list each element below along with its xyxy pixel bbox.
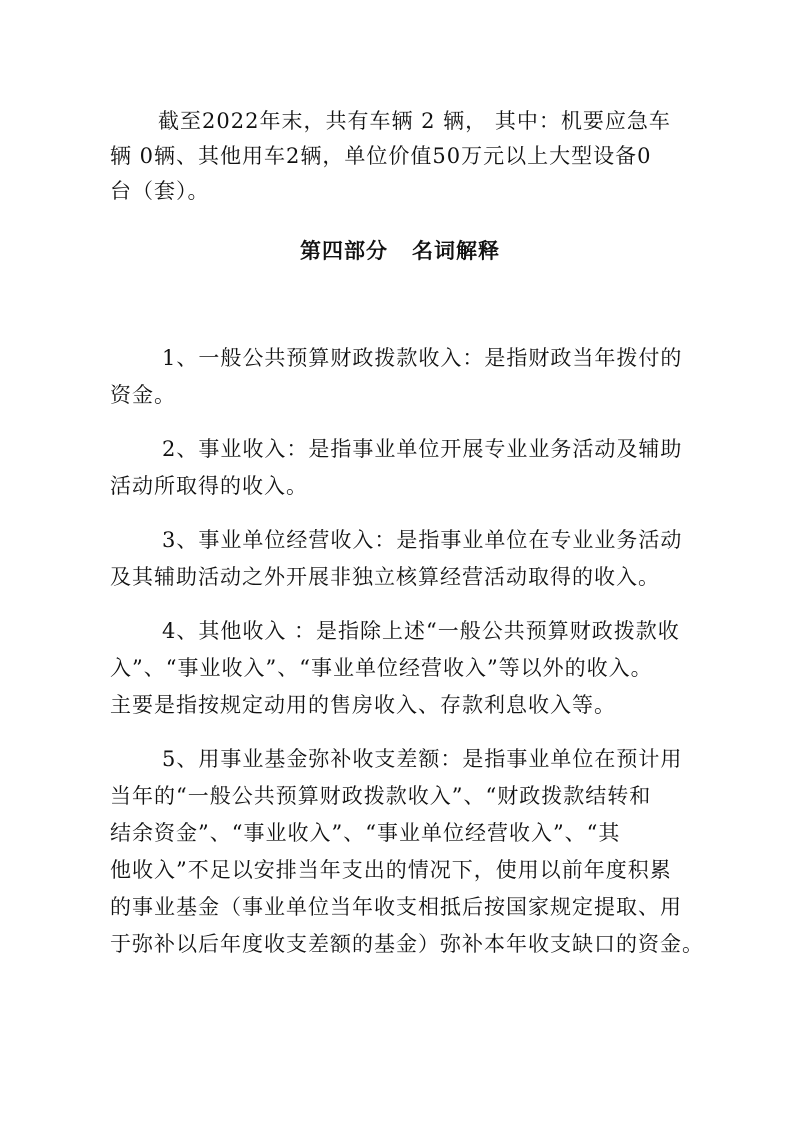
glossary-item-2 (110, 431, 700, 505)
paragraph-line: 3、事业单位经营收入：是指事业单位在专业业务活动 (162, 528, 683, 552)
paragraph-line: 入”、“事业收入”、“事业单位经营收入”等以外的收入。 (110, 656, 653, 680)
section-name-label: 名词解释 (412, 239, 500, 263)
paragraph-line: 辆 0辆、其他用车2辆，单位价值50万元以上大型设备0 (110, 144, 652, 168)
paragraph-line: 4、其他收入 ：是指除上述“一般公共预算财政拨款收 (162, 619, 680, 643)
paragraph-line: 于弥补以后年度收支差额的基金）弥补本年收支缺口的资金。 (110, 932, 704, 956)
section-part-label: 第四部分 (300, 239, 388, 263)
paragraph-line: 结余资金”、“事业收入”、“事业单位经营收入”、“其 (110, 821, 621, 845)
section-heading (0, 236, 800, 266)
glossary-item-1 (110, 340, 700, 414)
paragraph-line: 截至2022年末，共有车辆 2 辆， 其中：机要应急车 (158, 109, 671, 133)
paragraph-line: 主要是指按规定动用的售房收入、存款利息收入等。 (110, 693, 616, 717)
vehicle-summary-paragraph (110, 104, 690, 209)
paragraph-line: 及其辅助活动之外开展非独立核算经营活动取得的收入。 (110, 565, 660, 589)
glossary-item-3 (110, 522, 700, 596)
glossary-item-5 (110, 741, 704, 963)
paragraph-line: 他收入”不足以安排当年支出的情况下，使用以前年度积累 (110, 858, 672, 882)
paragraph-line: 台（套）。 (110, 179, 210, 203)
glossary-item-4 (110, 613, 700, 724)
paragraph-line: 的事业基金（事业单位当年收支相抵后按国家规定提取、用 (110, 895, 682, 919)
paragraph-line: 活动所取得的收入。 (110, 474, 308, 498)
paragraph-line: 当年的“一般公共预算财政拨款收入”、“财政拨款结转和 (110, 784, 652, 808)
paragraph-line: 1、一般公共预算财政拨款收入：是指财政当年拨付的 (162, 346, 683, 370)
paragraph-line: 资金。 (110, 383, 176, 407)
paragraph-line: 2、事业收入：是指事业单位开展专业业务活动及辅助 (162, 437, 683, 461)
paragraph-line: 5、用事业基金弥补收支差额：是指事业单位在预计用 (162, 747, 683, 771)
glossary-list (110, 340, 704, 980)
